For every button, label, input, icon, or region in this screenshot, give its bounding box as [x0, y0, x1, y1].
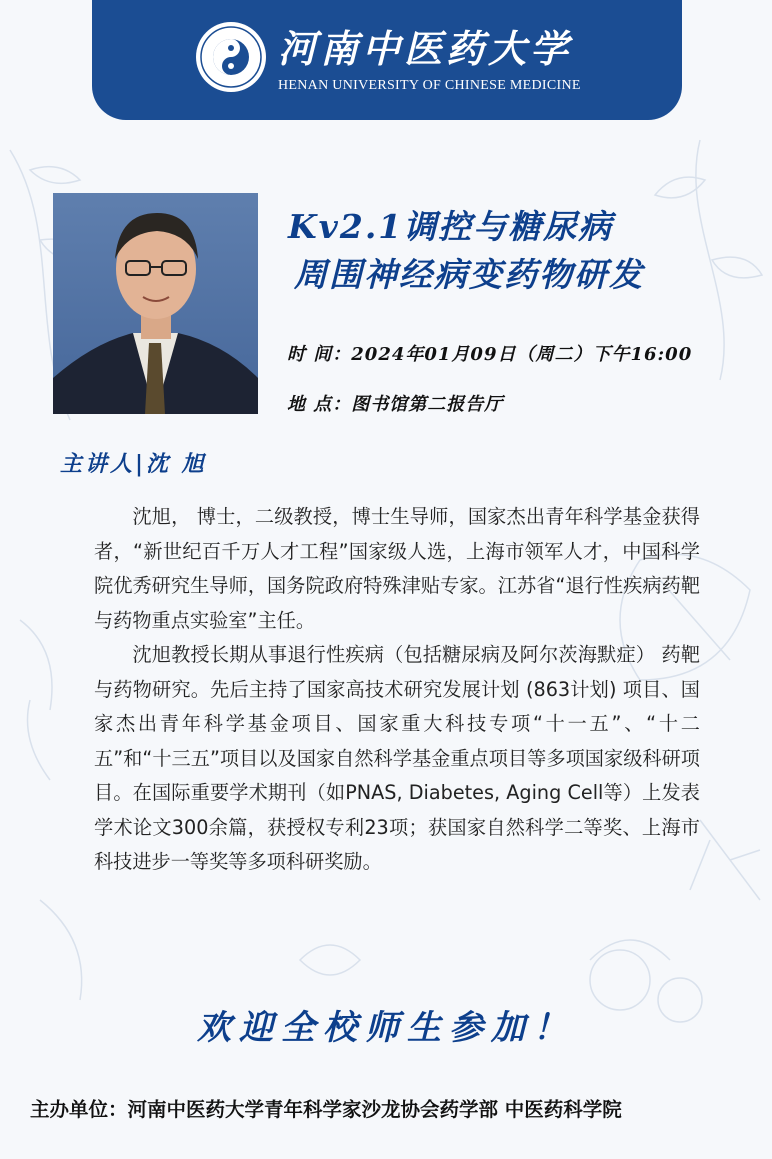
- university-name-cn: 河南中医药大学: [278, 26, 573, 71]
- lecture-location: [287, 390, 503, 416]
- time-value: 2024年01月09日（周二）下午16:00: [351, 344, 693, 365]
- lecture-title: [288, 203, 644, 299]
- university-seal-logo: [194, 20, 268, 94]
- speaker-label: 主讲人|沈 旭: [60, 451, 207, 477]
- organizer-line: 主办单位：河南中医药大学青年科学家沙龙协会药学部 中医药科学院: [30, 1098, 622, 1121]
- location-value: 图书馆第二报告厅: [351, 394, 504, 415]
- location-label: 地 点：: [287, 394, 352, 415]
- university-header: [92, 0, 682, 120]
- lecture-title-line1: Kv2.1调控与糖尿病: [288, 207, 614, 246]
- welcome-banner: 欢迎全校师生参加！: [197, 1008, 575, 1048]
- bio-paragraph-2: 沈旭教授长期从事退行性疾病（包括糖尿病及阿尔茨海默症） 药靶与药物研究。先后主持了国家高技术研究发展计划 (863计划) 项目、国家杰出青年科学基金项目、国家重大科技专项“十一五”、“十二五”和“十三五”项目以及国家自然科学基金重点项目等多项国家级科研项目。在国际重要学术期刊（如PNAS, Diabetes, Aging Cell等）上发表学术论文300余篇，获授权专利23项；获国家自然科学二等奖、上海市科技进步一等奖等多项科研奖励。: [94, 643, 700, 873]
- university-name-en: HENAN UNIVERSITY OF CHINESE MEDICINE: [278, 78, 581, 93]
- speaker-photo: [53, 193, 258, 414]
- lecture-title-line2: 周围神经病变药物研发: [294, 255, 644, 294]
- lecture-time: [287, 340, 692, 366]
- time-label: 时 间：: [287, 344, 352, 365]
- speaker-bio: [94, 500, 700, 880]
- bio-paragraph-1: 沈旭， 博士，二级教授，博士生导师，国家杰出青年科学基金获得者，“新世纪百千万人才工程”国家级人选，上海市领军人才，中国科学院优秀研究生导师，国务院政府特殊津贴专家。江苏省“退行性疾病药靶与药物重点实验室”主任。: [94, 505, 700, 632]
